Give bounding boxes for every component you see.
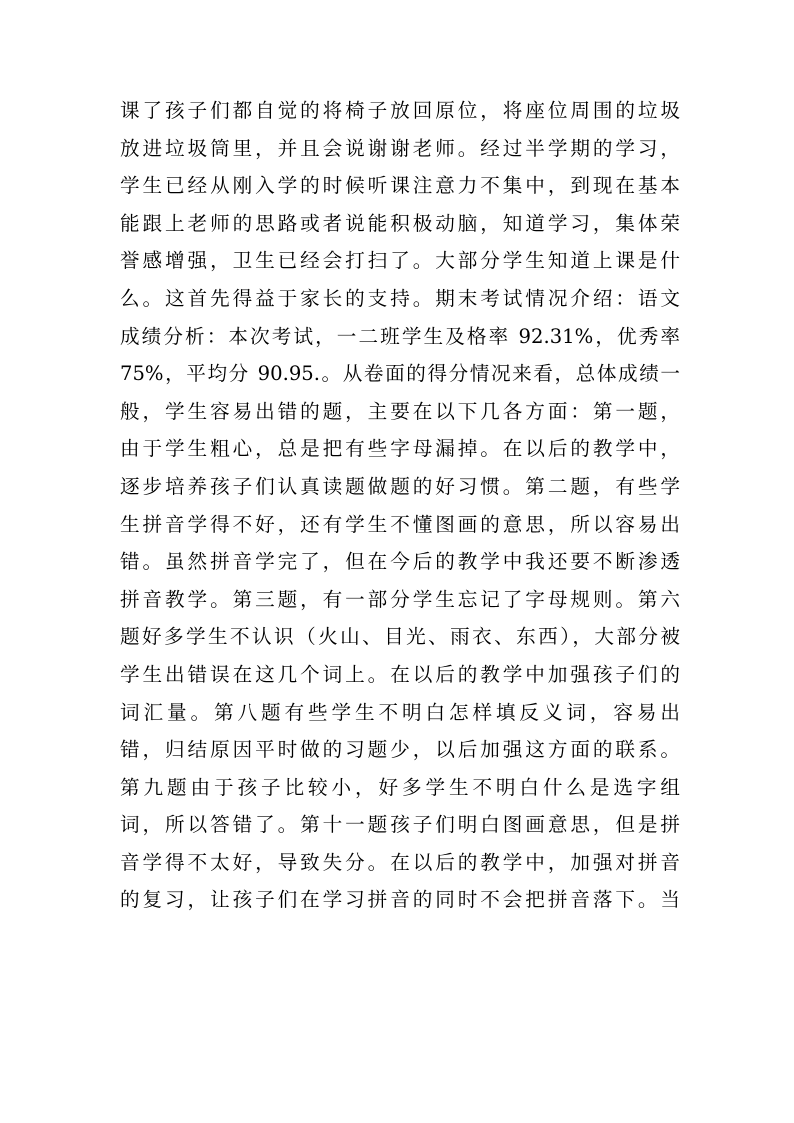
text-line: 词汇量。第八题有些学生不明白怎样填反义词，容易出 bbox=[120, 700, 680, 724]
text-line: 放进垃圾筒里，并且会说谢谢老师。经过半学期的学习， bbox=[120, 136, 680, 160]
text-line: 学生已经从刚入学的时候听课注意力不集中，到现在基本 bbox=[120, 174, 680, 198]
text-line: 么。这首先得益于家长的支持。期末考试情况介绍：语文 bbox=[120, 286, 680, 310]
text-line: 错。虽然拼音学完了，但在今后的教学中我还要不断渗透 bbox=[120, 550, 680, 574]
text-line: 能跟上老师的思路或者说能积极动脑，知道学习，集体荣 bbox=[120, 211, 680, 235]
text-line: 学生出错误在这几个词上。在以后的教学中加强孩子们的 bbox=[120, 662, 680, 686]
text-line: 的复习，让孩子们在学习拼音的同时不会把拼音落下。当 bbox=[120, 888, 680, 912]
text-line: 生拼音学得不好，还有学生不懂图画的意思，所以容易出 bbox=[120, 512, 680, 536]
text-line: 75%，平均分 90.95.。从卷面的得分情况来看，总体成绩一 bbox=[120, 362, 680, 386]
text-line: 成绩分析：本次考试，一二班学生及格率 92.31%，优秀率 bbox=[120, 324, 680, 348]
text-line: 课了孩子们都自觉的将椅子放回原位，将座位周围的垃圾 bbox=[120, 99, 680, 122]
body-text bbox=[120, 92, 680, 919]
text-line: 音学得不太好，导致失分。在以后的教学中，加强对拼音 bbox=[120, 850, 680, 874]
text-line: 誉感增强，卫生已经会打扫了。大部分学生知道上课是什 bbox=[120, 249, 680, 273]
text-line: 错，归结原因平时做的习题少，以后加强这方面的联系。 bbox=[120, 738, 680, 762]
text-line: 词，所以答错了。第十一题孩子们明白图画意思，但是拼 bbox=[120, 813, 680, 837]
text-line: 般，学生容易出错的题，主要在以下几各方面：第一题， bbox=[120, 399, 680, 423]
text-line: 第九题由于孩子比较小，好多学生不明白什么是选字组 bbox=[120, 775, 680, 799]
text-line: 拼音教学。第三题，有一部分学生忘记了字母规则。第六 bbox=[120, 587, 680, 611]
text-line: 逐步培养孩子们认真读题做题的好习惯。第二题，有些学 bbox=[120, 474, 680, 498]
text-line: 题好多学生不认识（火山、目光、雨衣、东西），大部分被 bbox=[120, 625, 680, 649]
text-line: 由于学生粗心，总是把有些字母漏掉。在以后的教学中， bbox=[120, 437, 680, 461]
